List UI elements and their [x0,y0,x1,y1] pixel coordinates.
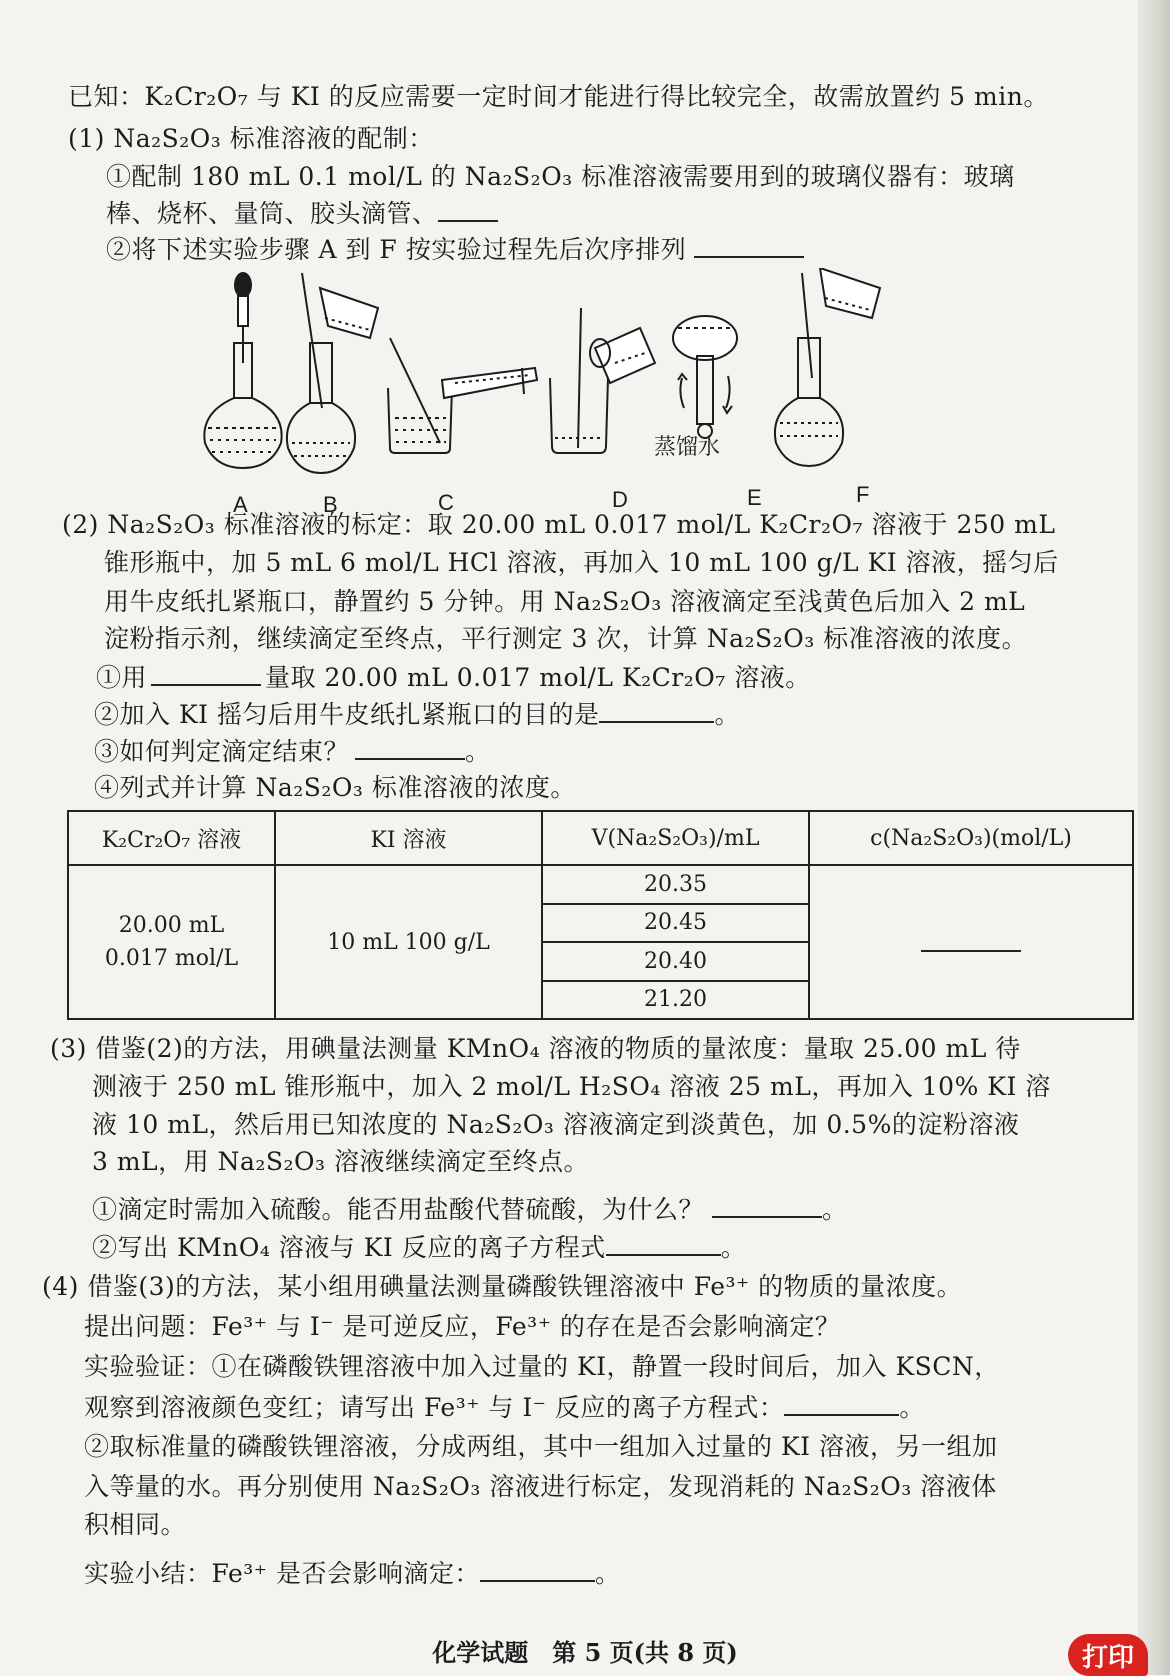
figure-label-f: F [856,482,870,507]
q2-text-3: 用牛皮纸扎紧瓶口，静置约 5 分钟。用 Na₂S₂O₃ 溶液滴定至浅黄色后加入 2 mL [104,587,1026,616]
q3-heading: (3) 借鉴(2)的方法，用碘量法测量 KMnO₄ 溶液的物质的量浓度：量取 25.00 mL 待 [50,1034,1021,1063]
q2-part3: ③如何判定滴定结束？ 。 [94,734,491,769]
answer-blank [712,1192,822,1218]
answer-blank [606,1230,721,1256]
q2-part1: ①用 量取 20.00 mL 0.017 mol/L K₂Cr₂O₇ 溶液。 [96,660,811,695]
k2cr2o7-conc: 0.017 mol/L [104,946,239,971]
titration-table [67,810,1134,1020]
answer-blank [480,1556,595,1582]
answer-blank [438,196,498,222]
step-e-invert-flask [673,316,737,438]
figure-label-e: E [747,485,762,510]
cell-concentration [809,865,1133,1019]
q3-text-4: 3 mL，用 Na₂S₂O₃ 溶液继续滴定至终点。 [92,1147,590,1176]
q2-part4: ④列式并计算 Na₂S₂O₃ 标准溶液的浓度。 [94,773,576,802]
step-b-pour-flask [287,273,378,473]
q1-heading: (1) Na₂S₂O₃ 标准溶液的配制： [68,124,434,153]
volume-cell: 20.35 [542,865,809,904]
header-concentration: c(Na₂S₂O₃)(mol/L) [809,811,1133,865]
volume-cell: 20.40 [542,942,809,981]
q4-heading: (4) 借鉴(3)的方法，某小组用碘量法测量磷酸铁锂溶液中 Fe³⁺ 的物质的量浓度。 [42,1272,963,1301]
q4-verify-1: 实验验证：①在磷酸铁锂溶液中加入过量的 KI，静置一段时间后，加入 KSCN， [84,1352,1000,1381]
distilled-water-label: 蒸馏水 [654,435,721,460]
step-f-pour-flask [775,268,880,466]
answer-blank [784,1390,899,1416]
q3-text-2: 测液于 250 mL 锥形瓶中，加入 2 mol/L H₂SO₄ 溶液 25 mL，再加入 10% KI 溶 [92,1072,1051,1101]
q1-part2: ②将下述实验步骤 A 到 F 按实验过程先后次序排列 [106,232,804,267]
answer-blank [151,660,261,686]
step-c-beaker-cylinder [388,338,537,453]
cell-ki: 10 mL 100 g/L [275,865,542,1019]
q2-text-4: 淀粉指示剂，继续滴定至终点，平行测定 3 次，计算 Na₂S₂O₃ 标准溶液的浓度。 [104,624,1028,653]
q4-question: 提出问题：Fe³⁺ 与 I⁻ 是可逆反应，Fe³⁺ 的存在是否会影响滴定？ [84,1312,841,1341]
answer-blank [599,697,714,723]
figure-label-a: A [233,492,248,517]
step-d-beaker-washbottle [550,308,655,453]
header-volume: V(Na₂S₂O₃)/mL [542,811,809,865]
page-footer: 化学试题 第 5 页(共 8 页) [432,1638,738,1667]
k2cr2o7-volume: 20.00 mL [118,913,225,938]
answer-blank [694,232,804,258]
print-button[interactable]: 打印 [1068,1634,1148,1676]
q3-part1: ①滴定时需加入硫酸。能否用盐酸代替硫酸，为什么？ 。 [92,1192,848,1227]
cell-k2cr2o7 [68,865,275,1019]
apparatus-figure [200,268,960,508]
volume-cell: 20.45 [542,904,809,943]
figure-label-b: B [323,492,338,517]
q4-verify-5: 积相同。 [84,1510,187,1539]
q3-part2: ②写出 KMnO₄ 溶液与 KI 反应的离子方程式 。 [92,1230,746,1265]
figure-label-c: C [438,490,454,515]
q4-verify-2: 观察到溶液颜色变红；请写出 Fe³⁺ 与 I⁻ 反应的离子方程式： 。 [84,1390,925,1425]
q1-part1: ①配制 180 mL 0.1 mol/L 的 Na₂S₂O₃ 标准溶液需要用到的玻璃仪器有：玻璃 [106,162,1015,191]
answer-blank [355,734,465,760]
q3-text-3: 液 10 mL，然后用已知浓度的 Na₂S₂O₃ 溶液滴定到淡黄色，加 0.5%的淀粉溶液 [92,1110,1020,1139]
q4-verify-4: 入等量的水。再分别使用 Na₂S₂O₃ 溶液进行标定，发现消耗的 Na₂S₂O₃ 溶液体 [84,1472,997,1501]
header-ki: KI 溶液 [275,811,542,865]
step-a-dropper-flask [204,273,281,468]
header-k2cr2o7: K₂Cr₂O₇ 溶液 [68,811,275,865]
page-edge-shadow [1138,0,1170,1675]
q2-heading: (2) Na₂S₂O₃ 标准溶液的标定：取 20.00 mL 0.017 mol/L K₂Cr₂O₇ 溶液于 250 mL [62,510,1056,539]
q2-part2: ②加入 KI 摇匀后用牛皮纸扎紧瓶口的目的是 。 [94,697,740,732]
q2-text-2: 锥形瓶中，加 5 mL 6 mol/L HCl 溶液，再加入 10 mL 100 g/L KI 溶液，摇匀后 [104,548,1059,577]
answer-blank [921,926,1021,952]
figure-label-d: D [612,487,628,512]
q1-part1-cont: 棒、烧杯、量筒、胶头滴管、 [106,196,498,231]
volume-cell: 21.20 [542,981,809,1020]
q4-verify-3: ②取标准量的磷酸铁锂溶液，分成两组，其中一组加入过量的 KI 溶液，另一组加 [84,1432,998,1461]
intro-note: 已知：K₂Cr₂O₇ 与 KI 的反应需要一定时间才能进行得比较完全，故需放置约 5 min。 [68,82,1049,111]
q4-summary: 实验小结：Fe³⁺ 是否会影响滴定： 。 [84,1556,620,1591]
